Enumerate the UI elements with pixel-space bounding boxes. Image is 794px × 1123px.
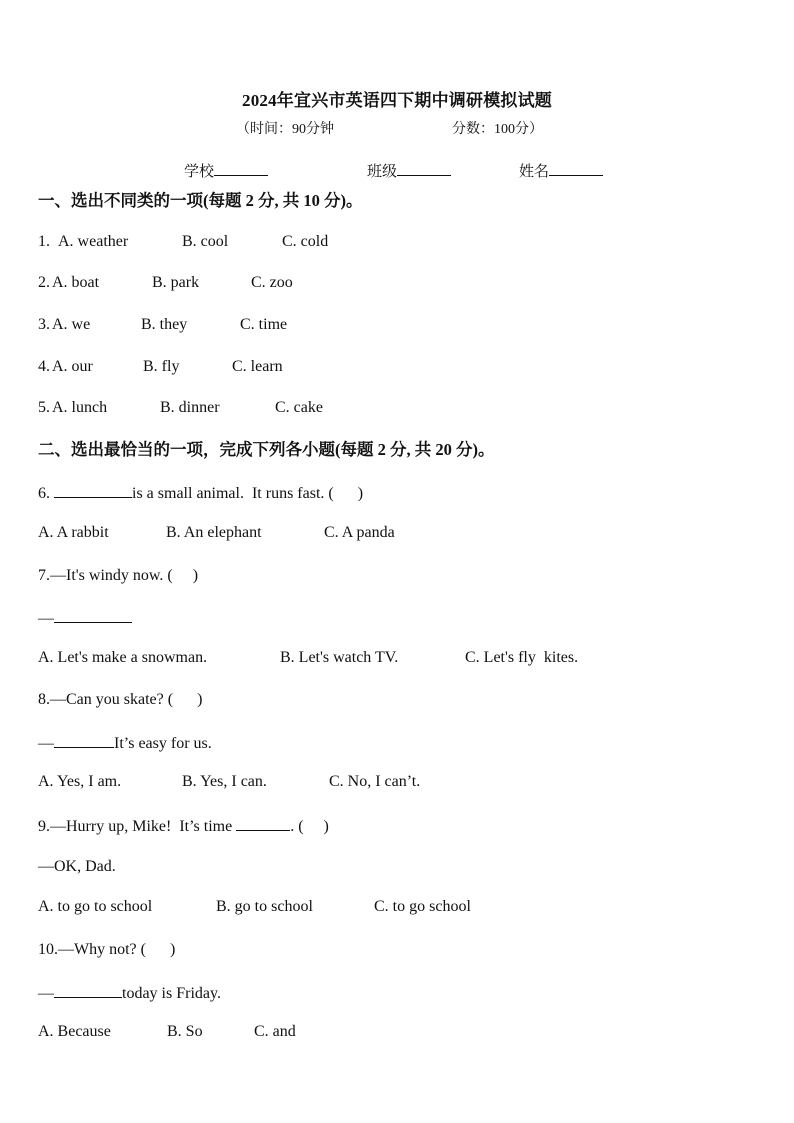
option-b: B. cool — [182, 233, 229, 250]
dash: — — [38, 735, 54, 752]
option-b: B. park — [152, 274, 200, 291]
option-a: A. our — [52, 358, 93, 375]
class-label: 班级 — [367, 164, 398, 180]
class-blank — [397, 161, 451, 176]
question-text: is a small animal. It runs fast. ( ) — [132, 485, 364, 502]
question-9-prompt — [38, 815, 329, 837]
school-label: 学校 — [184, 164, 215, 180]
question-number: 6. — [38, 485, 54, 502]
option-b: B. go to school — [216, 898, 313, 915]
option-c: C. and — [254, 1023, 296, 1040]
name-blank — [549, 161, 603, 176]
option-c: C. zoo — [251, 274, 293, 291]
class-field — [367, 160, 451, 181]
question-7-prompt: 7.—It's windy now. ( ) — [38, 567, 199, 584]
question-7-reply — [38, 607, 132, 629]
option-a: A. to go to school — [38, 898, 153, 915]
question-number: 2. — [38, 274, 50, 291]
question-text: 9.—Hurry up, Mike! It’s time — [38, 818, 237, 835]
section-1-heading: 一、选出不同类的一项(每题 2 分, 共 10 分)。 — [38, 191, 363, 210]
option-a: A. Let's make a snowman. — [38, 649, 208, 666]
question-number: 4. — [38, 358, 50, 375]
option-c: C. to go school — [374, 898, 471, 915]
question-6-prompt — [38, 482, 363, 504]
answer-blank — [236, 815, 290, 831]
question-number: 3. — [38, 316, 50, 333]
question-10-reply — [38, 982, 221, 1004]
reply-text: today is Friday. — [122, 985, 221, 1002]
option-a: A. Yes, I am. — [38, 773, 122, 790]
option-c: C. learn — [232, 358, 283, 375]
option-a: A. weather — [58, 233, 129, 250]
option-b: B. So — [167, 1023, 203, 1040]
question-9-reply: —OK, Dad. — [38, 858, 116, 875]
option-c: C. cake — [275, 399, 323, 416]
section-2-heading: 二、选出最恰当的一项，完成下列各小题(每题 2 分, 共 20 分)。 — [38, 440, 495, 459]
name-label: 姓名 — [519, 164, 550, 180]
question-number: 5. — [38, 399, 50, 416]
reply-text: It’s easy for us. — [114, 735, 212, 752]
option-a: A. Because — [38, 1023, 111, 1040]
question-text-end: . ( ) — [290, 818, 329, 835]
answer-blank — [54, 982, 122, 998]
option-b: B. dinner — [160, 399, 220, 416]
answer-blank — [54, 482, 132, 498]
option-a: A. we — [52, 316, 91, 333]
option-b: B. Let's watch TV. — [280, 649, 399, 666]
option-c: C. time — [240, 316, 288, 333]
school-blank — [214, 161, 268, 176]
time-limit: （时间：90分钟 — [236, 122, 334, 137]
dash: — — [38, 985, 54, 1002]
option-b: B. fly — [143, 358, 180, 375]
option-c: C. No, I can’t. — [329, 773, 421, 790]
option-b: B. Yes, I can. — [182, 773, 267, 790]
option-b: B. they — [141, 316, 188, 333]
answer-blank — [54, 607, 132, 623]
question-8-prompt: 8.—Can you skate? ( ) — [38, 691, 203, 708]
question-10-prompt: 10.—Why not? ( ) — [38, 941, 176, 958]
option-b: B. An elephant — [166, 524, 262, 541]
option-a: A. boat — [52, 274, 100, 291]
option-c: C. Let's fly kites. — [465, 649, 579, 666]
answer-blank — [54, 732, 114, 748]
name-field — [519, 160, 603, 181]
school-field — [184, 160, 268, 181]
page-title: 2024年宜兴市英语四下期中调研模拟试题 — [242, 91, 552, 110]
question-8-reply — [38, 732, 212, 754]
option-c: C. A panda — [324, 524, 395, 541]
option-a: A. lunch — [52, 399, 108, 416]
dash: — — [38, 610, 54, 627]
total-score: 分数：100分） — [452, 122, 543, 137]
option-a: A. A rabbit — [38, 524, 109, 541]
question-number: 1. — [38, 233, 54, 250]
option-c: C. cold — [282, 233, 329, 250]
